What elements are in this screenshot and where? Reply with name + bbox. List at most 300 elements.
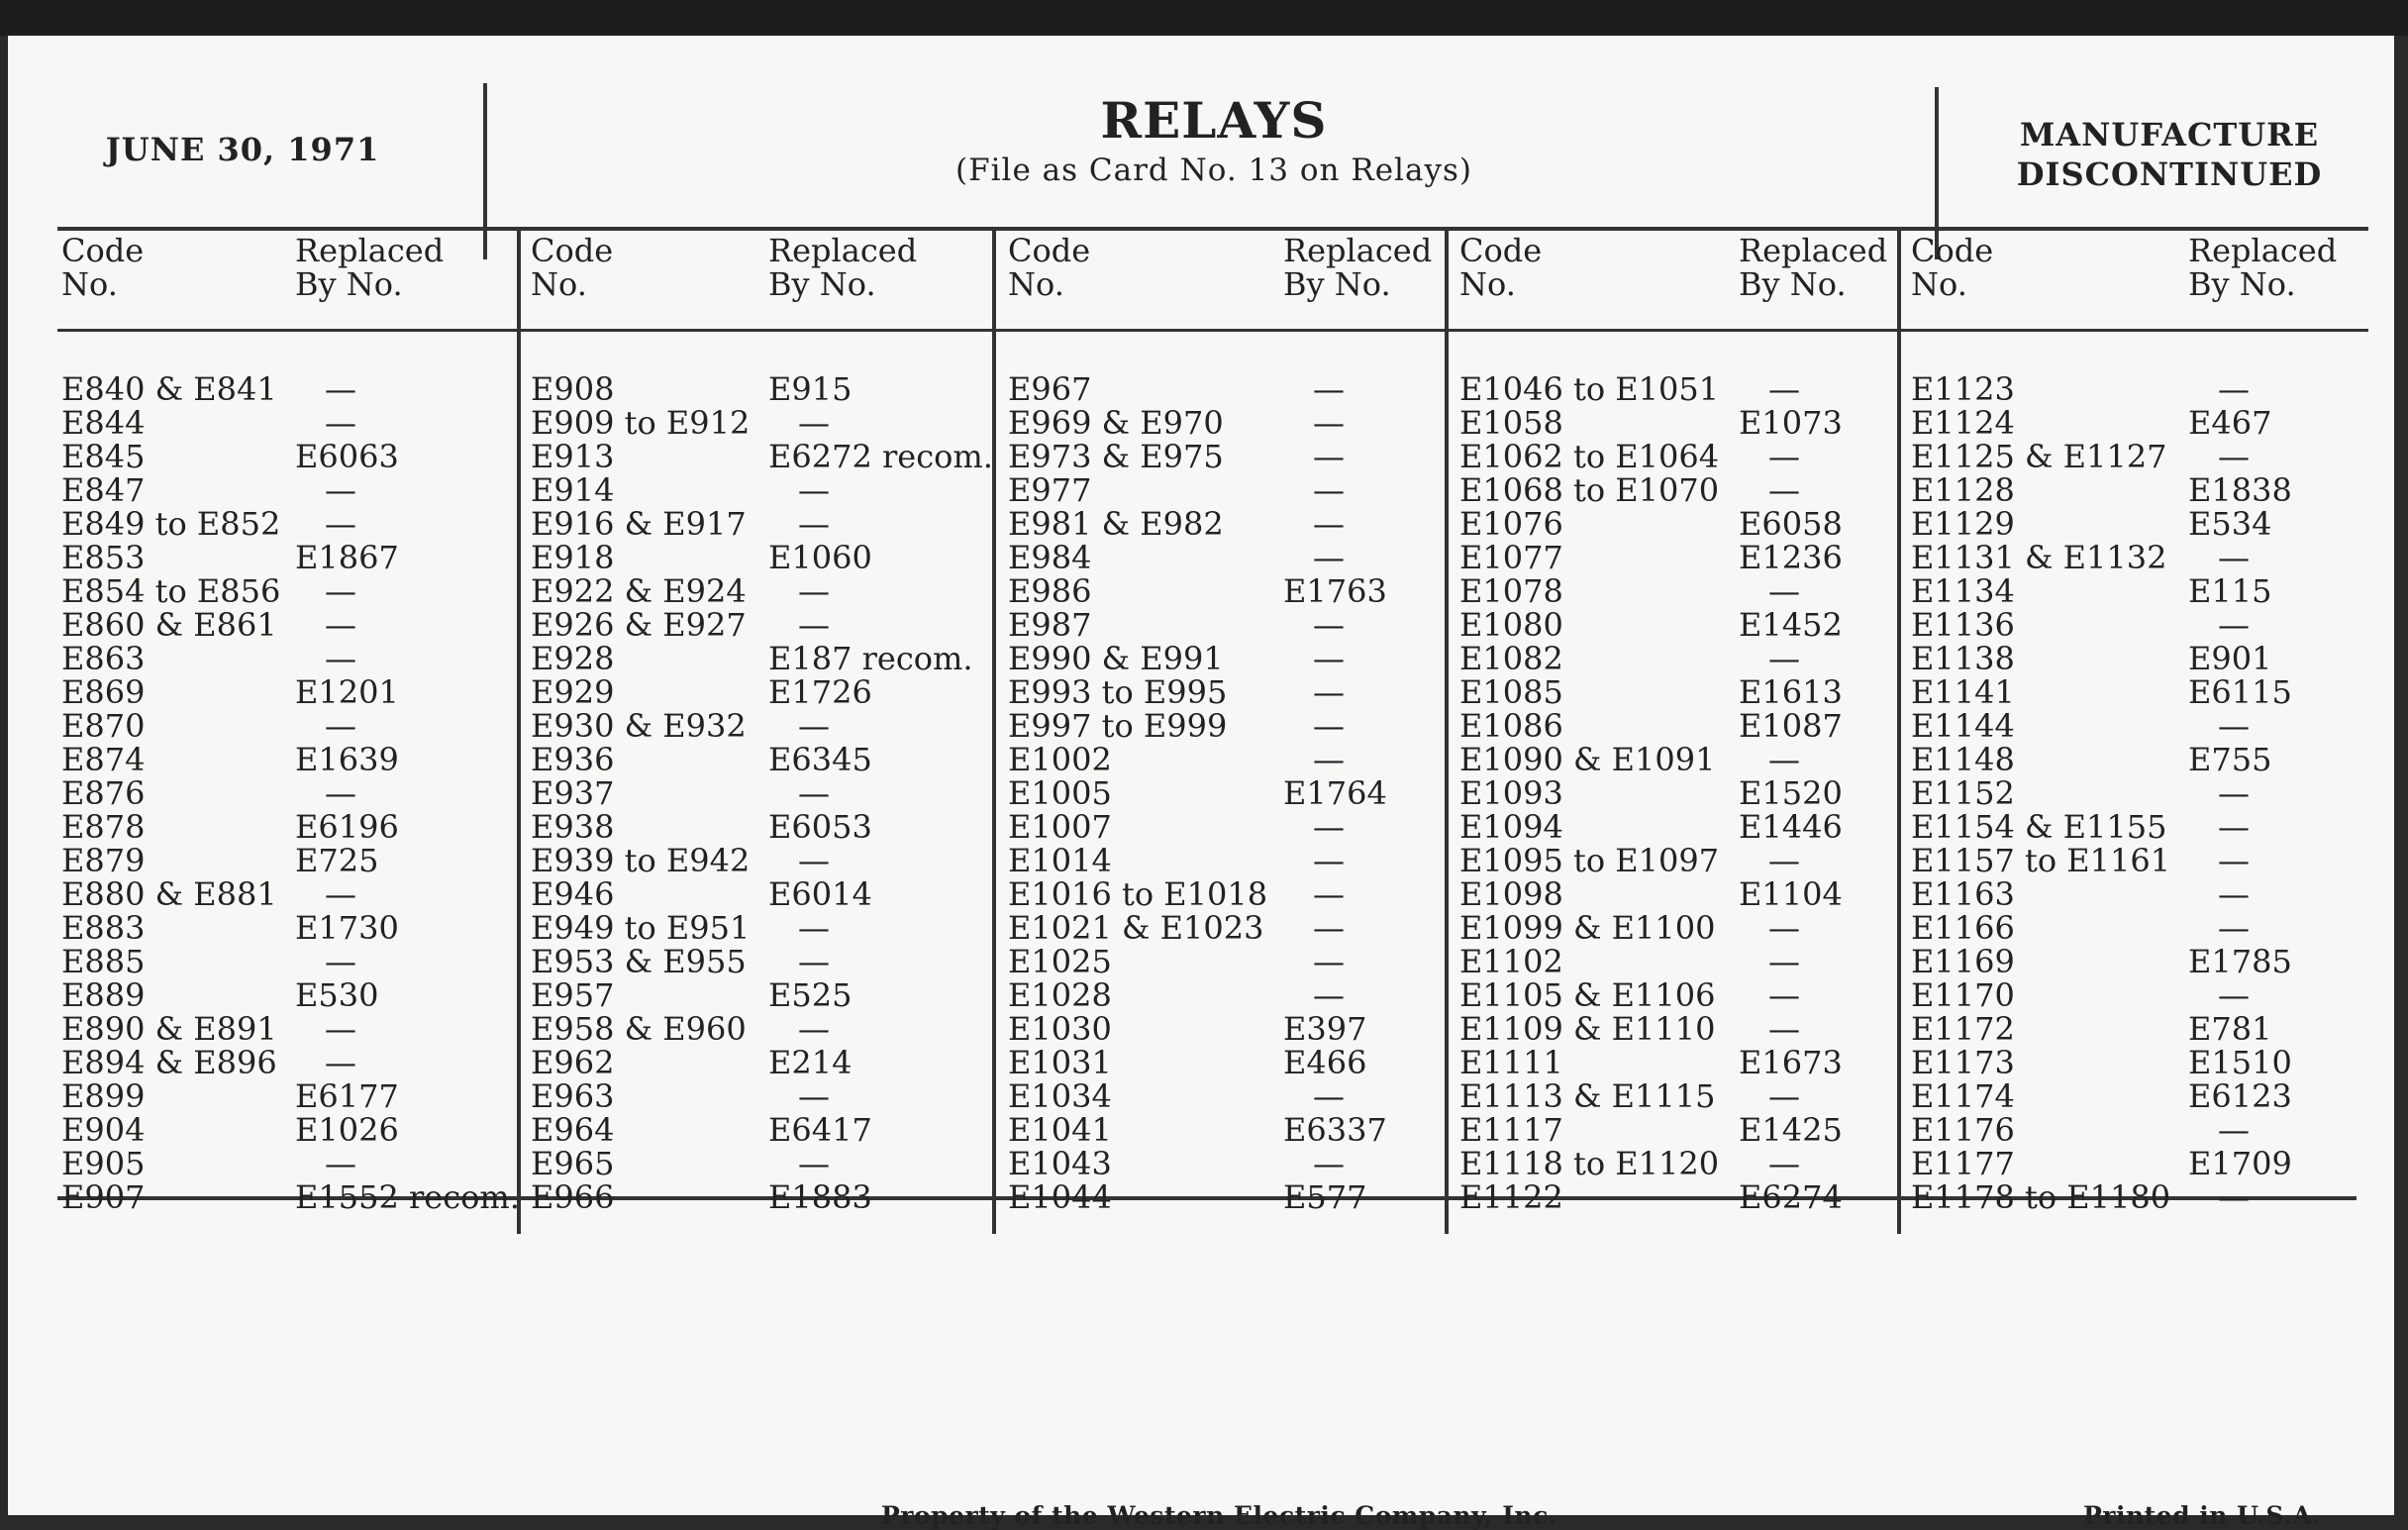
replaced-cell: — — [325, 707, 356, 745]
code-cell: E1123 — [1911, 370, 2015, 408]
replaced-header-text: Replaced — [1739, 232, 1888, 269]
column-divider — [1445, 229, 1449, 1234]
replaced-cell: — — [1768, 370, 1800, 408]
code-cell: E1041 — [1008, 1111, 1112, 1149]
code-cell: E928 — [531, 640, 615, 677]
replaced-cell: E1785 — [2188, 943, 2292, 980]
code-cell: E1078 — [1459, 572, 1563, 610]
code-cell: E1025 — [1008, 943, 1112, 980]
table-column — [1911, 232, 2406, 1216]
replaced-cell: — — [325, 572, 356, 610]
code-header-text: No. — [1911, 265, 1967, 303]
replaced-cell: E467 — [2188, 404, 2272, 442]
code-cell: E1152 — [1911, 774, 2015, 812]
replaced-header-text: By No. — [2188, 265, 2296, 303]
column-divider — [517, 229, 521, 1234]
code-cell: E926 & E927 — [531, 606, 747, 644]
code-cell: E958 & E960 — [531, 1010, 747, 1048]
code-cell: E899 — [61, 1077, 146, 1115]
code-cell: E939 to E942 — [531, 842, 751, 879]
code-cell: E1028 — [1008, 976, 1112, 1014]
replaced-cell: E187 recom. — [768, 640, 973, 677]
code-cell: E1086 — [1459, 707, 1563, 745]
code-cell: E938 — [531, 808, 615, 846]
replaced-cell: E6014 — [768, 875, 872, 913]
replaced-cell: — — [1768, 572, 1800, 610]
code-cell: E1178 to E1180 — [1911, 1178, 2171, 1216]
code-cell: E977 — [1008, 471, 1092, 509]
column-header — [1008, 234, 1501, 313]
replaced-cell: — — [1313, 370, 1345, 408]
code-cell: E883 — [61, 909, 146, 947]
code-cell: E1129 — [1911, 505, 2015, 543]
replaced-cell: — — [798, 505, 830, 543]
scan-top-band — [0, 0, 2408, 36]
code-cell: E973 & E975 — [1008, 438, 1224, 475]
replaced-header-text: Replaced — [295, 232, 445, 269]
status-line-1: MANUFACTURE — [2019, 116, 2320, 153]
replaced-cell: — — [325, 404, 356, 442]
replaced-cell: E1709 — [2188, 1145, 2292, 1182]
code-cell: E1005 — [1008, 774, 1112, 812]
replaced-cell: — — [1768, 909, 1800, 947]
replaced-cell: — — [1768, 976, 1800, 1014]
replaced-cell: — — [2218, 875, 2250, 913]
card-subtitle: (File as Card No. 13 on Relays) — [955, 153, 1472, 188]
code-cell: E984 — [1008, 539, 1092, 576]
code-cell: E860 & E861 — [61, 606, 277, 644]
replaced-cell: — — [2218, 808, 2250, 846]
replaced-header-text: Replaced — [2188, 232, 2338, 269]
replaced-cell: — — [1768, 1077, 1800, 1115]
replaced-cell: E1073 — [1739, 404, 1843, 442]
replaced-header-text: By No. — [1283, 265, 1391, 303]
code-cell: E1157 to E1161 — [1911, 842, 2171, 879]
replaced-cell: E6345 — [768, 741, 872, 778]
replaced-cell: — — [1768, 741, 1800, 778]
code-cell: E1021 & E1023 — [1008, 909, 1264, 947]
replaced-cell: — — [2218, 1111, 2250, 1149]
replaced-cell: — — [1313, 1145, 1345, 1182]
replaced-cell: — — [325, 1044, 356, 1081]
code-cell: E847 — [61, 471, 146, 509]
replaced-cell: — — [1768, 1145, 1800, 1182]
code-cell: E1099 & E1100 — [1459, 909, 1716, 947]
code-cell: E894 & E896 — [61, 1044, 277, 1081]
footer-property: Property of the Western Electric Company, Inc. — [881, 1501, 1558, 1530]
code-cell: E908 — [531, 370, 615, 408]
code-cell: E1154 & E1155 — [1911, 808, 2167, 846]
replaced-cell: E577 — [1283, 1178, 1367, 1216]
card-title: RELAYS — [1100, 91, 1328, 150]
code-header-text: Code — [61, 232, 145, 269]
code-cell: E1134 — [1911, 572, 2015, 610]
code-cell: E1031 — [1008, 1044, 1112, 1081]
code-cell: E1034 — [1008, 1077, 1112, 1115]
replaced-cell: — — [2218, 909, 2250, 947]
replaced-cell: — — [798, 842, 830, 879]
code-cell: E844 — [61, 404, 146, 442]
code-cell: E997 to E999 — [1008, 707, 1228, 745]
replaced-cell: — — [1313, 976, 1345, 1014]
replaced-cell: — — [325, 471, 356, 509]
replaced-header — [2188, 234, 2337, 301]
code-header-text: Code — [1008, 232, 1091, 269]
code-cell: E863 — [61, 640, 146, 677]
code-cell: E1016 to E1018 — [1008, 875, 1268, 913]
code-cell: E929 — [531, 673, 615, 711]
replaced-cell: — — [2218, 707, 2250, 745]
code-header-text: No. — [61, 265, 118, 303]
code-cell: E1046 to E1051 — [1459, 370, 1720, 408]
code-cell: E969 & E970 — [1008, 404, 1224, 442]
code-cell: E1177 — [1911, 1145, 2015, 1182]
code-cell: E966 — [531, 1178, 615, 1216]
column-header-rule — [57, 329, 2368, 332]
replaced-cell: E901 — [2188, 640, 2272, 677]
replaced-cell: — — [798, 404, 830, 442]
code-cell: E1077 — [1459, 539, 1563, 576]
code-cell: E1128 — [1911, 471, 2015, 509]
replaced-cell: — — [798, 1145, 830, 1182]
replaced-cell: — — [798, 471, 830, 509]
code-cell: E949 to E951 — [531, 909, 751, 947]
replaced-cell: — — [1313, 673, 1345, 711]
code-cell: E1105 & E1106 — [1459, 976, 1716, 1014]
replaced-cell: E1764 — [1283, 774, 1387, 812]
replaced-cell: E6058 — [1739, 505, 1843, 543]
replaced-cell: E1452 — [1739, 606, 1843, 644]
code-cell: E953 & E955 — [531, 943, 747, 980]
replaced-cell: E1087 — [1739, 707, 1843, 745]
replaced-cell: — — [1313, 471, 1345, 509]
code-header-text: Code — [1459, 232, 1543, 269]
replaced-cell: E781 — [2188, 1010, 2272, 1048]
code-cell: E1098 — [1459, 875, 1563, 913]
column-header — [61, 234, 513, 313]
replaced-header-text: By No. — [768, 265, 876, 303]
code-cell: E885 — [61, 943, 146, 980]
code-header — [1911, 234, 1993, 301]
replaced-cell: E214 — [768, 1044, 853, 1081]
column-header — [1459, 234, 1956, 313]
code-cell: E1174 — [1911, 1077, 2015, 1115]
code-header — [1459, 234, 1542, 301]
code-cell: E889 — [61, 976, 146, 1014]
replaced-cell: — — [798, 943, 830, 980]
code-cell: E1166 — [1911, 909, 2015, 947]
code-cell: E1113 & E1115 — [1459, 1077, 1716, 1115]
replaced-cell: — — [2218, 539, 2250, 576]
replaced-cell: E1201 — [295, 673, 399, 711]
replaced-cell: E466 — [1283, 1044, 1367, 1081]
code-cell: E907 — [61, 1178, 146, 1216]
replaced-cell: E525 — [768, 976, 853, 1014]
code-cell: E1117 — [1459, 1111, 1563, 1149]
replaced-cell: E6115 — [2188, 673, 2292, 711]
table-column — [531, 232, 993, 1216]
header-rule — [57, 227, 2368, 231]
replaced-cell: — — [1313, 741, 1345, 778]
replaced-header-text: Replaced — [1283, 232, 1433, 269]
replaced-cell: — — [1313, 1077, 1345, 1115]
code-cell: E936 — [531, 741, 615, 778]
replaced-cell: — — [325, 1145, 356, 1182]
replaced-cell: — — [325, 774, 356, 812]
code-cell: E1173 — [1911, 1044, 2015, 1081]
replaced-cell: E1613 — [1739, 673, 1843, 711]
replaced-cell: E1552 recom. — [295, 1178, 520, 1216]
code-cell: E1125 & E1127 — [1911, 438, 2167, 475]
replaced-cell: E115 — [2188, 572, 2272, 610]
code-cell: E1080 — [1459, 606, 1563, 644]
replaced-cell: — — [1768, 1010, 1800, 1048]
replaced-cell: — — [325, 875, 356, 913]
code-cell: E1122 — [1459, 1178, 1563, 1216]
code-cell: E1068 to E1070 — [1459, 471, 1720, 509]
code-cell: E890 & E891 — [61, 1010, 277, 1048]
code-cell: E1141 — [1911, 673, 2015, 711]
replaced-cell: — — [1313, 505, 1345, 543]
code-cell: E1124 — [1911, 404, 2015, 442]
code-cell: E1094 — [1459, 808, 1563, 846]
replaced-cell: — — [798, 606, 830, 644]
replaced-cell: — — [325, 370, 356, 408]
replaced-cell: E6196 — [295, 808, 399, 846]
code-cell: E967 — [1008, 370, 1092, 408]
code-cell: E1169 — [1911, 943, 2015, 980]
code-cell: E990 & E991 — [1008, 640, 1224, 677]
code-cell: E1082 — [1459, 640, 1563, 677]
code-cell: E1090 & E1091 — [1459, 741, 1716, 778]
replaced-cell: — — [2218, 774, 2250, 812]
code-cell: E981 & E982 — [1008, 505, 1224, 543]
replaced-cell: E534 — [2188, 505, 2272, 543]
code-cell: E1093 — [1459, 774, 1563, 812]
replaced-cell: E1730 — [295, 909, 399, 947]
code-header-text: Code — [531, 232, 614, 269]
code-cell: E1109 & E1110 — [1459, 1010, 1716, 1048]
table-column — [1459, 232, 1956, 1216]
relay-card — [8, 36, 2394, 1530]
code-cell: E878 — [61, 808, 146, 846]
replaced-cell: E1726 — [768, 673, 872, 711]
code-cell: E874 — [61, 741, 146, 778]
replaced-cell: E755 — [2188, 741, 2272, 778]
replaced-header-text: By No. — [295, 265, 403, 303]
replaced-cell: — — [1313, 842, 1345, 879]
code-cell: E879 — [61, 842, 146, 879]
code-cell: E913 — [531, 438, 615, 475]
code-cell: E986 — [1008, 572, 1092, 610]
replaced-cell: — — [798, 1010, 830, 1048]
replaced-cell: — — [1313, 707, 1345, 745]
replaced-cell: E6063 — [295, 438, 399, 475]
code-cell: E876 — [61, 774, 146, 812]
code-cell: E962 — [531, 1044, 615, 1081]
footer-printed: Printed in U.S.A. — [2083, 1501, 2322, 1530]
replaced-cell: — — [325, 943, 356, 980]
code-cell: E1076 — [1459, 505, 1563, 543]
replaced-cell: E1104 — [1739, 875, 1843, 913]
table-column — [61, 232, 520, 1216]
code-header — [531, 234, 613, 301]
code-header — [61, 234, 144, 301]
code-cell: E1002 — [1008, 741, 1112, 778]
code-cell: E905 — [61, 1145, 146, 1182]
replaced-header-text: By No. — [1739, 265, 1847, 303]
replaced-cell: E6274 — [1739, 1178, 1843, 1216]
code-cell: E1095 to E1097 — [1459, 842, 1720, 879]
code-cell: E853 — [61, 539, 146, 576]
replaced-cell: — — [798, 572, 830, 610]
code-cell: E1044 — [1008, 1178, 1112, 1216]
replaced-cell: — — [2218, 842, 2250, 879]
code-cell: E854 to E856 — [61, 572, 281, 610]
code-cell: E1007 — [1008, 808, 1112, 846]
replaced-header-text: Replaced — [768, 232, 918, 269]
replaced-cell: — — [1313, 640, 1345, 677]
replaced-cell: E6337 — [1283, 1111, 1387, 1149]
code-cell: E840 & E841 — [61, 370, 277, 408]
code-cell: E918 — [531, 539, 615, 576]
replaced-cell: E1883 — [768, 1178, 872, 1216]
replaced-cell: — — [325, 505, 356, 543]
replaced-cell: — — [1313, 539, 1345, 576]
code-cell: E1058 — [1459, 404, 1563, 442]
code-cell: E946 — [531, 875, 615, 913]
code-cell: E987 — [1008, 606, 1092, 644]
replaced-cell: — — [2218, 976, 2250, 1014]
code-cell: E914 — [531, 471, 615, 509]
code-cell: E1030 — [1008, 1010, 1112, 1048]
code-cell: E916 & E917 — [531, 505, 747, 543]
code-cell: E1144 — [1911, 707, 2015, 745]
replaced-cell: — — [798, 707, 830, 745]
replaced-cell: — — [1768, 640, 1800, 677]
replaced-cell: — — [1313, 438, 1345, 475]
column-divider — [1897, 229, 1901, 1234]
replaced-cell: E725 — [295, 842, 379, 879]
replaced-cell: E397 — [1283, 1010, 1367, 1048]
replaced-cell: E6053 — [768, 808, 872, 846]
replaced-cell: E1236 — [1739, 539, 1843, 576]
column-divider — [992, 229, 996, 1234]
replaced-cell: — — [325, 1010, 356, 1048]
replaced-cell: — — [1313, 808, 1345, 846]
replaced-cell: — — [2218, 606, 2250, 644]
code-cell: E1172 — [1911, 1010, 2015, 1048]
code-cell: E957 — [531, 976, 615, 1014]
code-cell: E1163 — [1911, 875, 2015, 913]
replaced-cell: — — [1313, 404, 1345, 442]
replaced-cell: E1026 — [295, 1111, 399, 1149]
replaced-cell: — — [1313, 606, 1345, 644]
code-cell: E965 — [531, 1145, 615, 1182]
replaced-cell: — — [1313, 875, 1345, 913]
code-cell: E993 to E995 — [1008, 673, 1228, 711]
code-header — [1008, 234, 1090, 301]
status-line-2: DISCONTINUED — [2016, 155, 2323, 193]
code-cell: E1062 to E1064 — [1459, 438, 1720, 475]
code-cell: E1085 — [1459, 673, 1563, 711]
replaced-cell: — — [325, 606, 356, 644]
replaced-cell: E1673 — [1739, 1044, 1843, 1081]
code-cell: E1136 — [1911, 606, 2015, 644]
code-cell: E964 — [531, 1111, 615, 1149]
replaced-cell: E530 — [295, 976, 379, 1014]
code-header-text: Code — [1911, 232, 1994, 269]
replaced-cell: E1425 — [1739, 1111, 1843, 1149]
replaced-cell: — — [325, 640, 356, 677]
code-header-text: No. — [1459, 265, 1516, 303]
column-header — [1911, 234, 2406, 313]
replaced-cell: — — [1768, 842, 1800, 879]
replaced-cell: E1520 — [1739, 774, 1843, 812]
code-cell: E849 to E852 — [61, 505, 281, 543]
card-date: JUNE 30, 1971 — [105, 131, 380, 168]
code-cell: E930 & E932 — [531, 707, 747, 745]
code-cell: E937 — [531, 774, 615, 812]
replaced-cell: E1838 — [2188, 471, 2292, 509]
replaced-cell: — — [798, 909, 830, 947]
code-cell: E1102 — [1459, 943, 1563, 980]
code-header-text: No. — [1008, 265, 1064, 303]
replaced-cell: — — [798, 774, 830, 812]
replaced-cell: — — [798, 1077, 830, 1115]
replaced-cell: E1060 — [768, 539, 872, 576]
replaced-cell: — — [1313, 909, 1345, 947]
replaced-cell: — — [1768, 438, 1800, 475]
table-column — [1008, 232, 1501, 1216]
replaced-cell: — — [1768, 471, 1800, 509]
code-cell: E1138 — [1911, 640, 2015, 677]
replaced-header — [1739, 234, 1887, 301]
status-label — [1945, 115, 2394, 194]
code-cell: E1118 to E1120 — [1459, 1145, 1720, 1182]
code-cell: E880 & E881 — [61, 875, 277, 913]
code-cell: E963 — [531, 1077, 615, 1115]
replaced-header — [768, 234, 917, 301]
replaced-cell: E6417 — [768, 1111, 872, 1149]
code-cell: E870 — [61, 707, 146, 745]
replaced-cell: — — [1768, 943, 1800, 980]
code-cell: E922 & E924 — [531, 572, 747, 610]
replaced-cell: — — [2218, 370, 2250, 408]
code-cell: E904 — [61, 1111, 146, 1149]
replaced-cell: E1510 — [2188, 1044, 2292, 1081]
code-cell: E869 — [61, 673, 146, 711]
code-cell: E1111 — [1459, 1044, 1563, 1081]
replaced-cell: E1867 — [295, 539, 399, 576]
code-header-text: No. — [531, 265, 587, 303]
code-cell: E1170 — [1911, 976, 2015, 1014]
replaced-cell: — — [2218, 1178, 2250, 1216]
code-cell: E1148 — [1911, 741, 2015, 778]
replaced-cell: E915 — [768, 370, 853, 408]
replaced-cell: E1763 — [1283, 572, 1387, 610]
replaced-header — [1283, 234, 1432, 301]
replaced-cell: E1446 — [1739, 808, 1843, 846]
replaced-cell: — — [2218, 438, 2250, 475]
code-cell: E1131 & E1132 — [1911, 539, 2167, 576]
replaced-cell: E6177 — [295, 1077, 399, 1115]
replaced-header — [295, 234, 444, 301]
replaced-cell: E1639 — [295, 741, 399, 778]
code-cell: E1176 — [1911, 1111, 2015, 1149]
replaced-cell: — — [1313, 943, 1345, 980]
code-cell: E1043 — [1008, 1145, 1112, 1182]
